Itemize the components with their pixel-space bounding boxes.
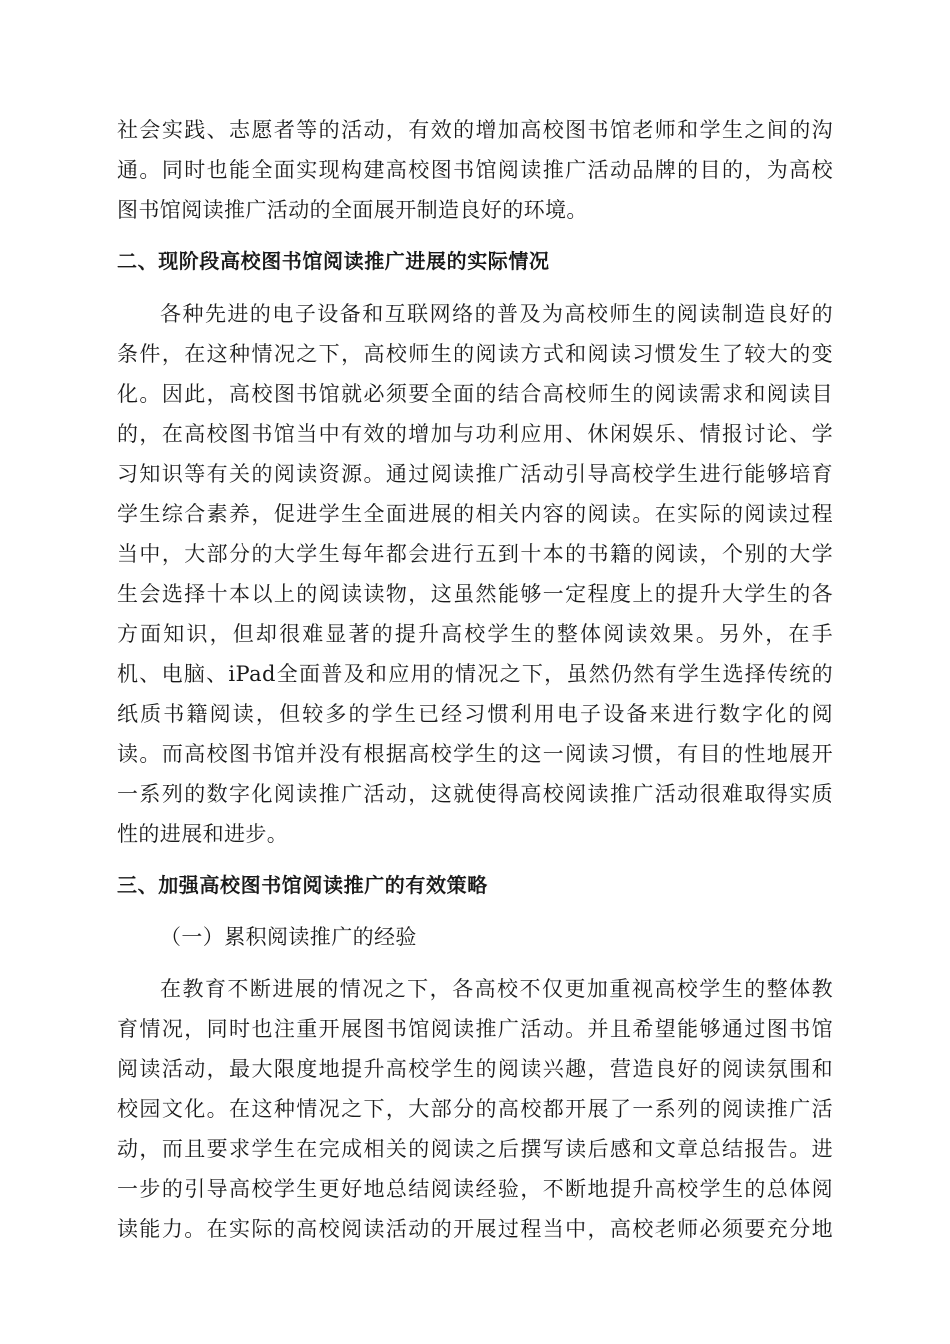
paragraph-line: 图书馆阅读推广活动的全面展开制造良好的环境。 [117,198,588,222]
paragraph-line: 校园文化。在这种情况之下，大部分的高校都开展了一系列的阅读推广活 [117,1097,833,1121]
paragraph-line: 性的进展和进步。 [117,822,289,846]
paragraph-line: 一系列的数字化阅读推广活动，这就使得高校阅读推广活动很难取得实质 [117,782,833,806]
paragraph-line: 纸质书籍阅读，但较多的学生已经习惯利用电子设备来进行数字化的阅 [117,702,833,726]
paragraph-line: 各种先进的电子设备和互联网络的普及为高校师生的阅读制造良好的 [160,302,833,326]
subsection-heading: （一）累积阅读推广的经验 [160,925,417,949]
paragraph-line: 化。因此，高校图书馆就必须要全面的结合高校师生的阅读需求和阅读目 [117,382,833,406]
paragraph-line: 生会选择十本以上的阅读读物，这虽然能够一定程度上的提升大学生的各 [117,582,833,606]
paragraph-line: 读。而高校图书馆并没有根据高校学生的这一阅读习惯，有目的性地展开 [117,742,833,766]
paragraph-line: 学生综合素养，促进学生全面进展的相关内容的阅读。在实际的阅读过程 [117,502,833,526]
paragraph-line: 动，而且要求学生在完成相关的阅读之后撰写读后感和文章总结报告。进 [117,1137,833,1161]
section-heading: 三、加强高校图书馆阅读推广的有效策略 [117,873,488,897]
paragraph-line: 习知识等有关的阅读资源。通过阅读推广活动引导高校学生进行能够培育 [117,462,833,486]
paragraph-line: 在教育不断进展的情况之下，各高校不仅更加重视高校学生的整体教 [160,977,833,1001]
paragraph-line: 的，在高校图书馆当中有效的增加与功利应用、休闲娱乐、情报讨论、学 [117,422,833,446]
paragraph-line: 一步的引导高校学生更好地总结阅读经验，不断地提升高校学生的总体阅 [117,1177,833,1201]
section-heading: 二、现阶段高校图书馆阅读推广进展的实际情况 [117,249,550,273]
paragraph-line: 育情况，同时也注重开展图书馆阅读推广活动。并且希望能够通过图书馆 [117,1017,833,1041]
paragraph-line: 条件，在这种情况之下，高校师生的阅读方式和阅读习惯发生了较大的变 [117,342,833,366]
paragraph-line: 方面知识，但却很难显著的提升高校学生的整体阅读效果。另外，在手 [117,622,833,646]
paragraph-line: 通。同时也能全面实现构建高校图书馆阅读推广活动品牌的目的，为高校 [117,158,833,182]
paragraph-line: 机、电脑、iPad全面普及和应用的情况之下，虽然仍然有学生选择传统的 [117,662,833,686]
paragraph-line: 读能力。在实际的高校阅读活动的开展过程当中，高校老师必须要充分地 [117,1217,833,1241]
paragraph-line: 阅读活动，最大限度地提升高校学生的阅读兴趣，营造良好的阅读氛围和 [117,1057,833,1081]
paragraph-line: 当中，大部分的大学生每年都会进行五到十本的书籍的阅读，个别的大学 [117,542,833,566]
paragraph-line: 社会实践、志愿者等的活动，有效的增加高校图书馆老师和学生之间的沟 [117,118,833,142]
